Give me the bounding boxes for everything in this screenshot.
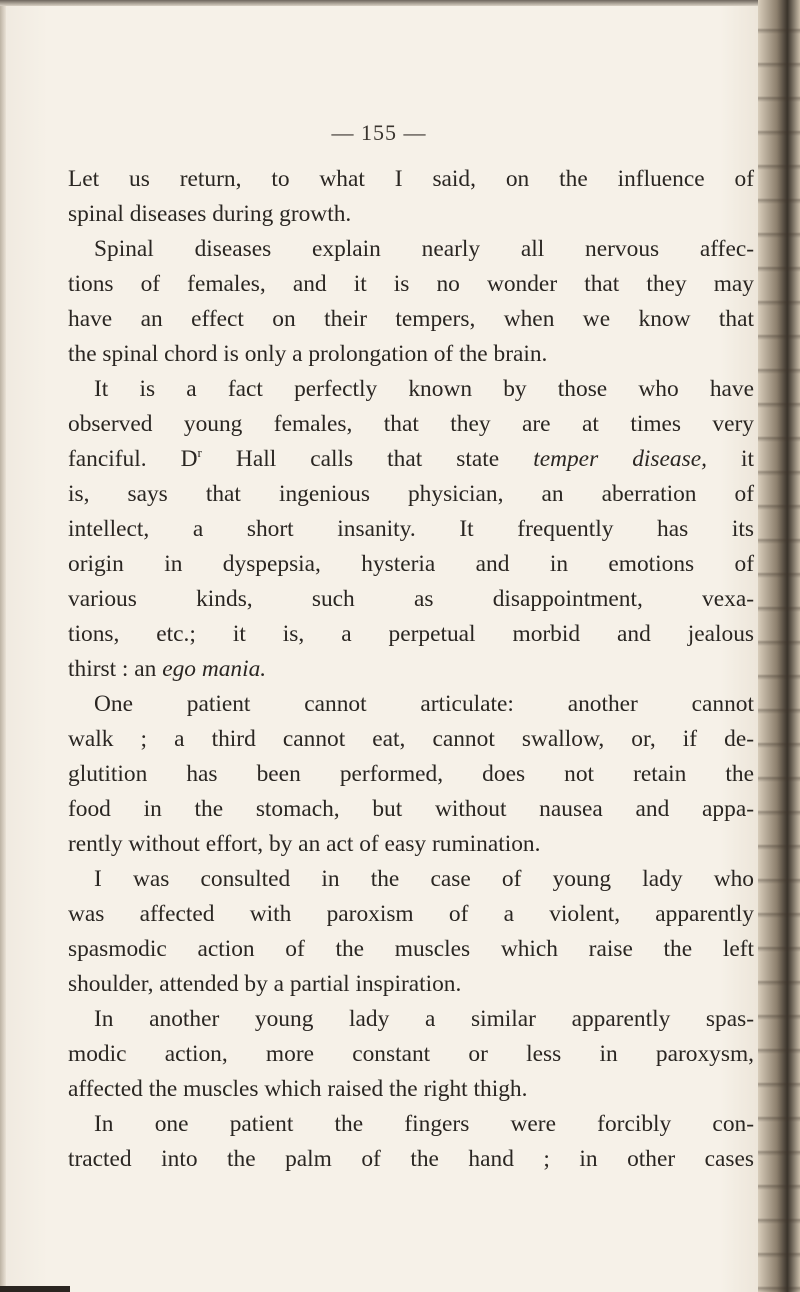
line-9-sup: r xyxy=(197,445,202,460)
page-bottom-mark xyxy=(0,1286,70,1292)
text-line-7: It is a fact perfectly known by those who have xyxy=(94,376,754,402)
text-line-21: I was consulted in the case of young lady who xyxy=(94,866,754,892)
line-9-pre: fanciful. D xyxy=(68,446,198,472)
text-line-26: modic action, more constant or less in paroxysm, xyxy=(68,1041,754,1067)
text-line-9 xyxy=(68,442,754,477)
text-line-27: affected the muscles which raised the right thigh. xyxy=(68,1076,528,1102)
text-line-16: One patient cannot articulate: another cannot xyxy=(94,691,754,717)
text-line-18: glutition has been performed, does not retain the xyxy=(68,761,754,787)
text-line-22: was affected with paroxism of a violent, apparently xyxy=(68,901,754,927)
text-line-17: walk ; a third cannot eat, cannot swallow, or, if de- xyxy=(68,726,754,752)
text-line-25: In another young lady a similar apparently spas- xyxy=(94,1006,754,1032)
text-line-29: tracted into the palm of the hand ; in other cases xyxy=(68,1146,754,1172)
page-left-edge xyxy=(0,0,6,1292)
text-line-4: tions of females, and it is no wonder that they may xyxy=(68,271,754,297)
line-9-em: temper disease, xyxy=(533,446,707,472)
page-top-edge xyxy=(0,0,800,6)
text-line-1: Let us return, to what I said, on the influence of xyxy=(68,166,754,192)
page-number: — 155 — xyxy=(331,120,427,145)
line-15-em: ego mania. xyxy=(162,656,267,682)
text-line-15 xyxy=(68,652,754,687)
text-line-10: is, says that ingenious physician, an aberration of xyxy=(68,481,754,507)
text-line-12: origin in dyspepsia, hysteria and in emotions of xyxy=(68,551,754,577)
text-line-14: tions, etc.; it is, a perpetual morbid and jealous xyxy=(68,621,754,647)
text-line-3: Spinal diseases explain nearly all nervous affec- xyxy=(94,236,754,262)
text-line-8: observed young females, that they are at times very xyxy=(68,411,754,437)
text-line-24: shoulder, attended by a partial inspiration. xyxy=(68,971,462,997)
line-15-pre: thirst : an xyxy=(68,656,163,682)
line-9-mid: Hall calls that state xyxy=(201,446,534,472)
text-line-20: rently without effort, by an act of easy rumination. xyxy=(68,831,541,857)
text-line-5: have an effect on their tempers, when we know that xyxy=(68,306,754,332)
text-line-19: food in the stomach, but without nausea and appa- xyxy=(68,796,754,822)
text-line-11: intellect, a short insanity. It frequently has its xyxy=(68,516,754,542)
book-binding-edge xyxy=(758,0,800,1292)
text-line-28: In one patient the fingers were forcibly con- xyxy=(94,1111,754,1137)
text-line-6: the spinal chord is only a prolongation of the brain. xyxy=(68,341,548,367)
text-line-2: spinal diseases during growth. xyxy=(68,201,352,227)
line-9-post: it xyxy=(706,446,754,472)
text-line-23: spasmodic action of the muscles which raise the left xyxy=(68,936,754,962)
body-text xyxy=(68,162,754,1177)
text-line-13: various kinds, such as disappointment, vexa- xyxy=(68,586,754,612)
